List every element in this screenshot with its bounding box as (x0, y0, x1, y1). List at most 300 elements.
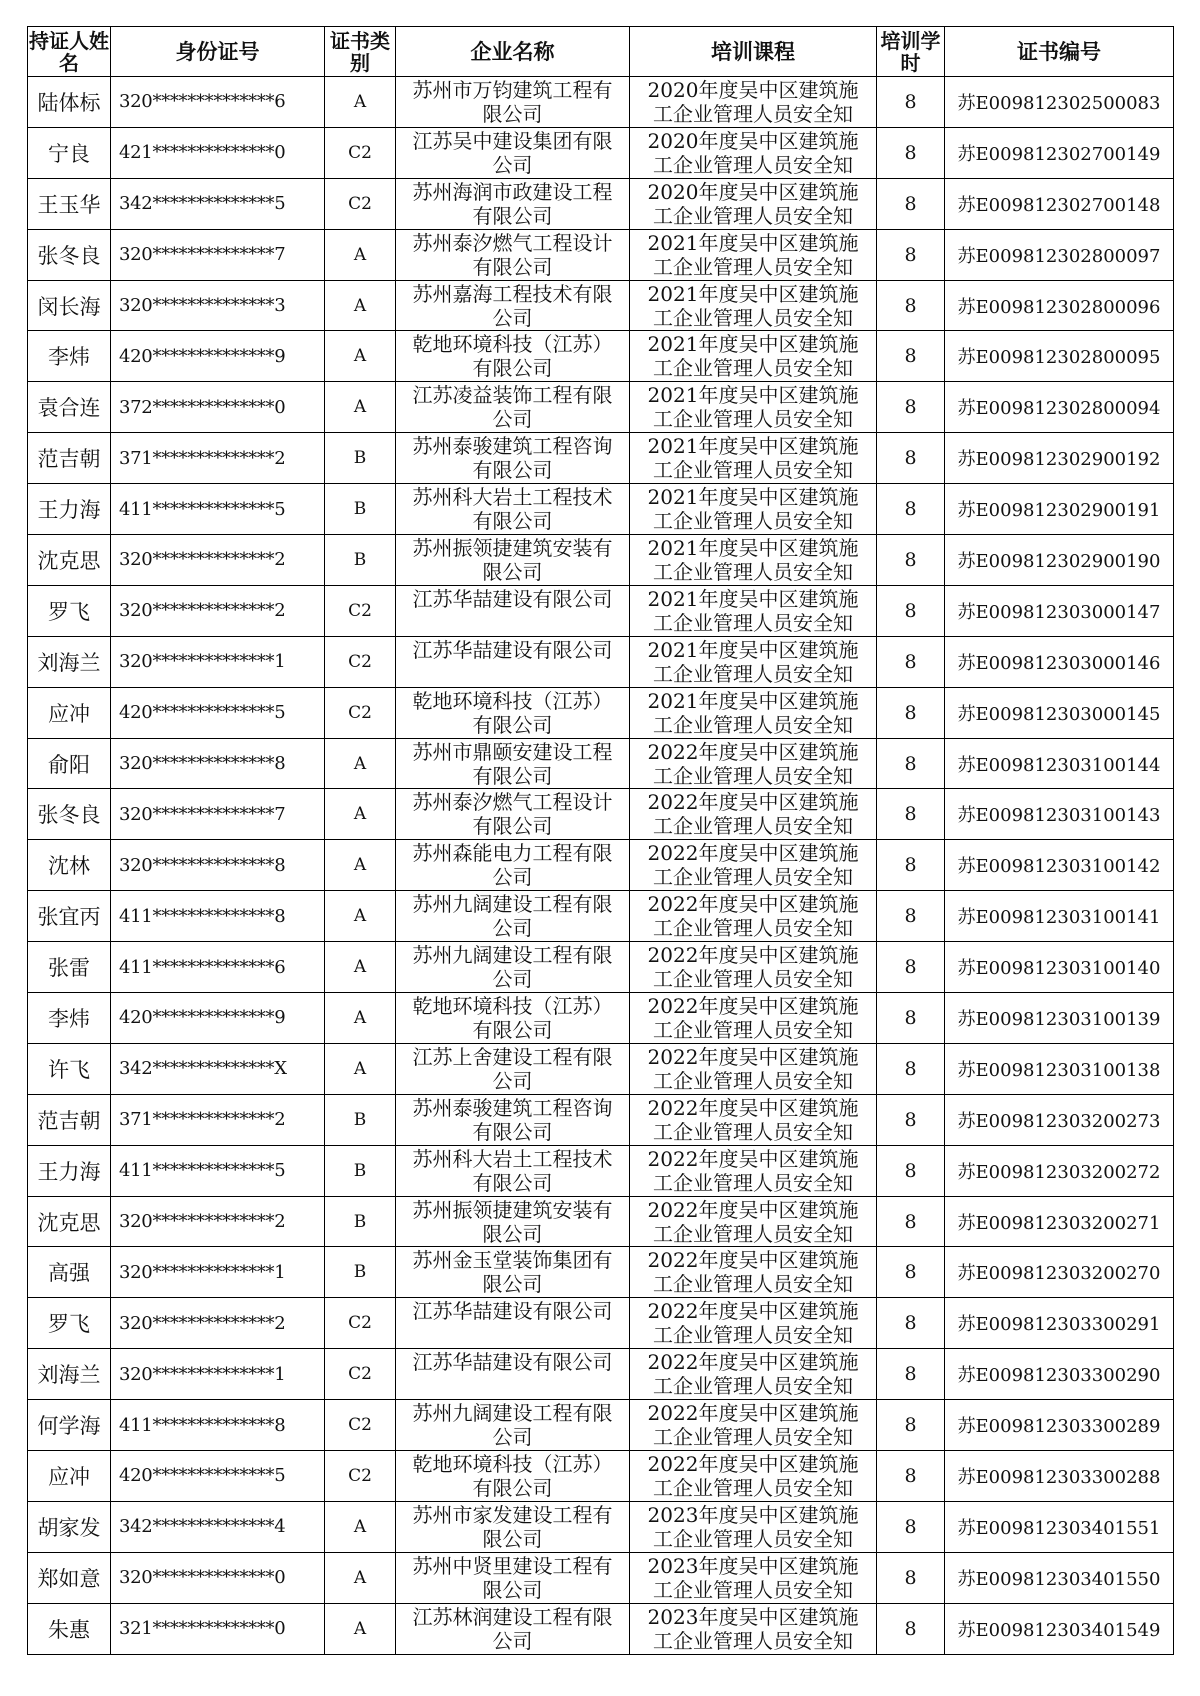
cert-number-cell: 苏E009812303100143 (945, 789, 1174, 840)
hours-cell: 8 (877, 942, 945, 993)
company-cell (396, 1400, 630, 1451)
course-cell (630, 738, 877, 789)
cert-category-cell: C2 (325, 1298, 396, 1349)
course-cell (630, 77, 877, 128)
cert-category-cell: C2 (325, 127, 396, 178)
holder-name-cell: 朱惠 (28, 1603, 111, 1654)
cert-number-cell: 苏E009812303401550 (945, 1552, 1174, 1603)
course-text: 2022年度吴中区建筑施工企业管理人员安全知 (647, 943, 859, 990)
holder-name-cell: 袁合连 (28, 382, 111, 433)
course-text: 2022年度吴中区建筑施工企业管理人员安全知 (647, 1197, 859, 1244)
id-number-cell: 371**************2 (111, 433, 325, 484)
cert-category-cell: A (325, 942, 396, 993)
course-cell (630, 331, 877, 382)
company-text: 江苏华喆建设有限公司 (412, 586, 613, 611)
holder-name-cell: 李炜 (28, 993, 111, 1044)
hours-cell: 8 (877, 1603, 945, 1654)
id-number-cell: 320**************2 (111, 1298, 325, 1349)
hours-cell: 8 (877, 127, 945, 178)
cert-number-cell: 苏E009812302800095 (945, 331, 1174, 382)
id-number-cell: 320**************1 (111, 636, 325, 687)
holder-name-cell: 罗飞 (28, 585, 111, 636)
course-cell (630, 1298, 877, 1349)
hours-cell: 8 (877, 484, 945, 535)
id-number-cell: 320**************2 (111, 535, 325, 586)
company-text: 苏州嘉海工程技术有限公司 (412, 281, 613, 328)
course-text: 2021年度吴中区建筑施工企业管理人员安全知 (647, 383, 859, 430)
table-row (28, 382, 1174, 433)
company-cell (396, 1349, 630, 1400)
course-text: 2021年度吴中区建筑施工企业管理人员安全知 (647, 332, 859, 379)
course-text: 2023年度吴中区建筑施工企业管理人员安全知 (647, 1604, 859, 1651)
table-row (28, 942, 1174, 993)
course-text: 2022年度吴中区建筑施工企业管理人员安全知 (647, 1248, 859, 1295)
table-row (28, 738, 1174, 789)
company-text: 苏州海润市政建设工程有限公司 (412, 179, 613, 226)
header-id-number: 身份证号 (111, 27, 325, 77)
holder-name-cell: 俞阳 (28, 738, 111, 789)
table-row (28, 77, 1174, 128)
company-text: 苏州泰骏建筑工程咨询有限公司 (412, 1095, 613, 1142)
company-text: 苏州振领捷建筑安装有限公司 (412, 1197, 613, 1244)
cert-number-cell: 苏E009812303000146 (945, 636, 1174, 687)
cert-category-cell: A (325, 1501, 396, 1552)
course-text: 2020年度吴中区建筑施工企业管理人员安全知 (647, 77, 859, 124)
course-text: 2022年度吴中区建筑施工企业管理人员安全知 (647, 1350, 859, 1397)
cert-category-cell: A (325, 1043, 396, 1094)
course-text: 2021年度吴中区建筑施工企业管理人员安全知 (647, 586, 859, 633)
holder-name-cell: 刘海兰 (28, 636, 111, 687)
holder-name-cell: 王玉华 (28, 178, 111, 229)
company-text: 江苏华喆建设有限公司 (412, 1299, 613, 1324)
course-cell (630, 891, 877, 942)
company-cell (396, 1501, 630, 1552)
table-row (28, 1043, 1174, 1094)
cert-number-cell: 苏E009812303200270 (945, 1247, 1174, 1298)
holder-name-cell: 王力海 (28, 484, 111, 535)
hours-cell: 8 (877, 993, 945, 1044)
cert-category-cell: A (325, 1603, 396, 1654)
course-text: 2021年度吴中区建筑施工企业管理人员安全知 (647, 434, 859, 481)
course-cell (630, 1145, 877, 1196)
company-cell (396, 382, 630, 433)
table-row (28, 1501, 1174, 1552)
id-number-cell: 320**************0 (111, 1552, 325, 1603)
table-row (28, 1247, 1174, 1298)
table-row (28, 535, 1174, 586)
cert-number-cell: 苏E009812303300288 (945, 1451, 1174, 1502)
company-text: 乾地环境科技（江苏）有限公司 (412, 993, 613, 1040)
cert-category-cell: A (325, 738, 396, 789)
company-text: 江苏上舍建设工程有限公司 (412, 1044, 613, 1091)
table-row (28, 993, 1174, 1044)
id-number-cell: 411**************8 (111, 1400, 325, 1451)
company-cell (396, 1196, 630, 1247)
hours-cell: 8 (877, 1247, 945, 1298)
holder-name-cell: 何学海 (28, 1400, 111, 1451)
table-row (28, 484, 1174, 535)
course-text: 2022年度吴中区建筑施工企业管理人员安全知 (647, 841, 859, 888)
table-row (28, 127, 1174, 178)
table-row (28, 1298, 1174, 1349)
cert-number-cell: 苏E009812302700148 (945, 178, 1174, 229)
cert-number-cell: 苏E009812303401549 (945, 1603, 1174, 1654)
cert-number-cell: 苏E009812303200271 (945, 1196, 1174, 1247)
id-number-cell: 320**************2 (111, 585, 325, 636)
course-text: 2022年度吴中区建筑施工企业管理人员安全知 (647, 1044, 859, 1091)
id-number-cell: 372**************0 (111, 382, 325, 433)
course-text: 2022年度吴中区建筑施工企业管理人员安全知 (647, 1095, 859, 1142)
company-text: 乾地环境科技（江苏）有限公司 (412, 688, 613, 735)
id-number-cell: 342**************5 (111, 178, 325, 229)
holder-name-cell: 李炜 (28, 331, 111, 382)
company-text: 苏州市家发建设工程有限公司 (412, 1502, 613, 1549)
course-cell (630, 993, 877, 1044)
certificate-table (27, 26, 1174, 1655)
course-text: 2022年度吴中区建筑施工企业管理人员安全知 (647, 1146, 859, 1193)
company-cell (396, 178, 630, 229)
course-cell (630, 535, 877, 586)
id-number-cell: 420**************5 (111, 1451, 325, 1502)
cert-number-cell: 苏E009812303200272 (945, 1145, 1174, 1196)
company-text: 乾地环境科技（江苏）有限公司 (412, 332, 613, 379)
holder-name-cell: 沈克思 (28, 1196, 111, 1247)
course-text: 2022年度吴中区建筑施工企业管理人员安全知 (647, 790, 859, 837)
company-text: 苏州科大岩土工程技术有限公司 (412, 1146, 613, 1193)
table-row (28, 433, 1174, 484)
id-number-cell: 421**************0 (111, 127, 325, 178)
company-cell (396, 229, 630, 280)
id-number-cell: 411**************5 (111, 1145, 325, 1196)
company-cell (396, 891, 630, 942)
cert-category-cell: C2 (325, 1400, 396, 1451)
course-text: 2021年度吴中区建筑施工企业管理人员安全知 (647, 230, 859, 277)
company-text: 苏州泰汐燃气工程设计有限公司 (412, 230, 613, 277)
table-row (28, 1400, 1174, 1451)
cert-number-cell: 苏E009812303200273 (945, 1094, 1174, 1145)
course-text: 2023年度吴中区建筑施工企业管理人员安全知 (647, 1502, 859, 1549)
cert-number-cell: 苏E009812302700149 (945, 127, 1174, 178)
company-text: 江苏华喆建设有限公司 (412, 637, 613, 662)
id-number-cell: 320**************1 (111, 1349, 325, 1400)
cert-number-cell: 苏E009812302800094 (945, 382, 1174, 433)
id-number-cell: 320**************6 (111, 77, 325, 128)
company-cell (396, 636, 630, 687)
cert-category-cell: C2 (325, 1349, 396, 1400)
id-number-cell: 342**************X (111, 1043, 325, 1094)
table-row (28, 891, 1174, 942)
course-cell (630, 127, 877, 178)
company-text: 苏州九阔建设工程有限公司 (412, 943, 613, 990)
header-company: 企业名称 (396, 27, 630, 77)
cert-number-cell: 苏E009812302800096 (945, 280, 1174, 331)
header-hours: 培训学时 (877, 27, 945, 77)
course-cell (630, 687, 877, 738)
company-cell (396, 1552, 630, 1603)
cert-number-cell: 苏E009812302900192 (945, 433, 1174, 484)
holder-name-cell: 王力海 (28, 1145, 111, 1196)
holder-name-cell: 刘海兰 (28, 1349, 111, 1400)
hours-cell: 8 (877, 1298, 945, 1349)
holder-name-cell: 沈克思 (28, 535, 111, 586)
hours-cell: 8 (877, 178, 945, 229)
table-row (28, 1349, 1174, 1400)
cert-number-cell: 苏E009812303000147 (945, 585, 1174, 636)
company-text: 乾地环境科技（江苏）有限公司 (412, 1451, 613, 1498)
course-text: 2022年度吴中区建筑施工企业管理人员安全知 (647, 892, 859, 939)
cert-number-cell: 苏E009812303100144 (945, 738, 1174, 789)
id-number-cell: 420**************5 (111, 687, 325, 738)
company-text: 苏州九阔建设工程有限公司 (412, 1401, 613, 1448)
holder-name-cell: 应冲 (28, 1451, 111, 1502)
hours-cell: 8 (877, 1349, 945, 1400)
cert-number-cell: 苏E009812302800097 (945, 229, 1174, 280)
table-body (28, 77, 1174, 1655)
table-row (28, 1603, 1174, 1654)
company-cell (396, 1451, 630, 1502)
id-number-cell: 320**************2 (111, 1196, 325, 1247)
id-number-cell: 320**************3 (111, 280, 325, 331)
table-row (28, 229, 1174, 280)
company-text: 江苏吴中建设集团有限公司 (412, 128, 613, 175)
hours-cell: 8 (877, 687, 945, 738)
cert-category-cell: A (325, 789, 396, 840)
course-text: 2022年度吴中区建筑施工企业管理人员安全知 (647, 1451, 859, 1498)
company-cell (396, 942, 630, 993)
company-text: 苏州市万钧建筑工程有限公司 (412, 77, 613, 124)
course-cell (630, 1196, 877, 1247)
hours-cell: 8 (877, 840, 945, 891)
hours-cell: 8 (877, 280, 945, 331)
company-cell (396, 331, 630, 382)
company-text: 苏州九阔建设工程有限公司 (412, 892, 613, 939)
table-row (28, 280, 1174, 331)
cert-number-cell: 苏E009812302500083 (945, 77, 1174, 128)
holder-name-cell: 高强 (28, 1247, 111, 1298)
cert-category-cell: C2 (325, 1451, 396, 1502)
course-text: 2021年度吴中区建筑施工企业管理人员安全知 (647, 485, 859, 532)
holder-name-cell: 张冬良 (28, 789, 111, 840)
company-cell (396, 280, 630, 331)
company-cell (396, 433, 630, 484)
course-cell (630, 1349, 877, 1400)
id-number-cell: 320**************1 (111, 1247, 325, 1298)
cert-number-cell: 苏E009812303100140 (945, 942, 1174, 993)
hours-cell: 8 (877, 1145, 945, 1196)
course-cell (630, 484, 877, 535)
company-text: 江苏华喆建设有限公司 (412, 1350, 613, 1375)
cert-number-cell: 苏E009812303300290 (945, 1349, 1174, 1400)
course-cell (630, 1603, 877, 1654)
cert-category-cell: B (325, 535, 396, 586)
hours-cell: 8 (877, 433, 945, 484)
company-text: 苏州泰汐燃气工程设计有限公司 (412, 790, 613, 837)
holder-name-cell: 陆体标 (28, 77, 111, 128)
hours-cell: 8 (877, 535, 945, 586)
company-cell (396, 585, 630, 636)
company-text: 苏州科大岩土工程技术有限公司 (412, 485, 613, 532)
course-cell (630, 1552, 877, 1603)
id-number-cell: 320**************8 (111, 840, 325, 891)
course-cell (630, 433, 877, 484)
course-text: 2023年度吴中区建筑施工企业管理人员安全知 (647, 1553, 859, 1600)
holder-name-cell: 罗飞 (28, 1298, 111, 1349)
hours-cell: 8 (877, 1451, 945, 1502)
company-cell (396, 1094, 630, 1145)
company-cell (396, 789, 630, 840)
course-text: 2022年度吴中区建筑施工企业管理人员安全知 (647, 1401, 859, 1448)
cert-category-cell: A (325, 229, 396, 280)
header-cert-number: 证书编号 (945, 27, 1174, 77)
course-cell (630, 280, 877, 331)
course-cell (630, 1451, 877, 1502)
cert-number-cell: 苏E009812302900190 (945, 535, 1174, 586)
table-row (28, 636, 1174, 687)
course-text: 2022年度吴中区建筑施工企业管理人员安全知 (647, 1299, 859, 1346)
cert-category-cell: B (325, 1196, 396, 1247)
cert-category-cell: A (325, 1552, 396, 1603)
company-text: 苏州森能电力工程有限公司 (412, 841, 613, 888)
company-text: 苏州振领捷建筑安装有限公司 (412, 535, 613, 582)
cert-category-cell: A (325, 280, 396, 331)
cert-category-cell: C2 (325, 636, 396, 687)
course-cell (630, 178, 877, 229)
course-cell (630, 789, 877, 840)
cert-category-cell: A (325, 840, 396, 891)
holder-name-cell: 沈林 (28, 840, 111, 891)
cert-category-cell: B (325, 433, 396, 484)
table-row (28, 789, 1174, 840)
company-text: 苏州泰骏建筑工程咨询有限公司 (412, 434, 613, 481)
table-row (28, 331, 1174, 382)
hours-cell: 8 (877, 738, 945, 789)
company-cell (396, 687, 630, 738)
hours-cell: 8 (877, 891, 945, 942)
course-cell (630, 585, 877, 636)
table-header-row (28, 27, 1174, 77)
company-cell (396, 1145, 630, 1196)
hours-cell: 8 (877, 1043, 945, 1094)
hours-cell: 8 (877, 789, 945, 840)
cert-category-cell: A (325, 331, 396, 382)
company-cell (396, 993, 630, 1044)
cert-category-cell: A (325, 891, 396, 942)
table-row (28, 178, 1174, 229)
cert-category-cell: B (325, 1247, 396, 1298)
company-cell (396, 484, 630, 535)
cert-number-cell: 苏E009812303401551 (945, 1501, 1174, 1552)
holder-name-cell: 宁良 (28, 127, 111, 178)
course-cell (630, 382, 877, 433)
table-row (28, 585, 1174, 636)
holder-name-cell: 胡家发 (28, 1501, 111, 1552)
hours-cell: 8 (877, 229, 945, 280)
company-cell (396, 738, 630, 789)
course-cell (630, 1094, 877, 1145)
holder-name-cell: 郑如意 (28, 1552, 111, 1603)
table-row (28, 1451, 1174, 1502)
id-number-cell: 420**************9 (111, 993, 325, 1044)
course-cell (630, 840, 877, 891)
course-cell (630, 1501, 877, 1552)
hours-cell: 8 (877, 1196, 945, 1247)
id-number-cell: 411**************8 (111, 891, 325, 942)
table-row (28, 1094, 1174, 1145)
course-cell (630, 229, 877, 280)
holder-name-cell: 闵长海 (28, 280, 111, 331)
hours-cell: 8 (877, 1094, 945, 1145)
company-cell (396, 840, 630, 891)
table-row (28, 1145, 1174, 1196)
id-number-cell: 371**************2 (111, 1094, 325, 1145)
company-cell (396, 1247, 630, 1298)
holder-name-cell: 张冬良 (28, 229, 111, 280)
hours-cell: 8 (877, 1552, 945, 1603)
cert-category-cell: B (325, 1094, 396, 1145)
hours-cell: 8 (877, 585, 945, 636)
cert-number-cell: 苏E009812303100138 (945, 1043, 1174, 1094)
course-cell (630, 636, 877, 687)
company-cell (396, 127, 630, 178)
company-text: 苏州市鼎颐安建设工程有限公司 (412, 739, 613, 786)
cert-category-cell: A (325, 77, 396, 128)
header-course: 培训课程 (630, 27, 877, 77)
hours-cell: 8 (877, 331, 945, 382)
table-row (28, 1196, 1174, 1247)
id-number-cell: 420**************9 (111, 331, 325, 382)
cert-category-cell: A (325, 382, 396, 433)
cert-number-cell: 苏E009812303000145 (945, 687, 1174, 738)
course-text: 2022年度吴中区建筑施工企业管理人员安全知 (647, 993, 859, 1040)
holder-name-cell: 应冲 (28, 687, 111, 738)
id-number-cell: 320**************7 (111, 229, 325, 280)
course-text: 2021年度吴中区建筑施工企业管理人员安全知 (647, 535, 859, 582)
holder-name-cell: 范吉朝 (28, 1094, 111, 1145)
hours-cell: 8 (877, 1501, 945, 1552)
course-cell (630, 1043, 877, 1094)
course-cell (630, 1247, 877, 1298)
company-cell (396, 535, 630, 586)
table-row (28, 840, 1174, 891)
company-text: 苏州中贤里建设工程有限公司 (412, 1553, 613, 1600)
id-number-cell: 411**************5 (111, 484, 325, 535)
id-number-cell: 411**************6 (111, 942, 325, 993)
cert-number-cell: 苏E009812303100142 (945, 840, 1174, 891)
holder-name-cell: 许飞 (28, 1043, 111, 1094)
course-text: 2021年度吴中区建筑施工企业管理人员安全知 (647, 281, 859, 328)
course-cell (630, 1400, 877, 1451)
company-text: 苏州金玉堂装饰集团有限公司 (412, 1248, 613, 1295)
cert-number-cell: 苏E009812303100139 (945, 993, 1174, 1044)
company-text: 江苏凌益装饰工程有限公司 (412, 383, 613, 430)
hours-cell: 8 (877, 1400, 945, 1451)
cert-number-cell: 苏E009812302900191 (945, 484, 1174, 535)
hours-cell: 8 (877, 77, 945, 128)
course-text: 2020年度吴中区建筑施工企业管理人员安全知 (647, 179, 859, 226)
course-text: 2020年度吴中区建筑施工企业管理人员安全知 (647, 128, 859, 175)
holder-name-cell: 张宜丙 (28, 891, 111, 942)
company-cell (396, 1603, 630, 1654)
company-cell (396, 1043, 630, 1094)
id-number-cell: 320**************7 (111, 789, 325, 840)
cert-number-cell: 苏E009812303300291 (945, 1298, 1174, 1349)
holder-name-cell: 张雷 (28, 942, 111, 993)
id-number-cell: 342**************4 (111, 1501, 325, 1552)
cert-category-cell: C2 (325, 687, 396, 738)
id-number-cell: 320**************8 (111, 738, 325, 789)
course-cell (630, 942, 877, 993)
cert-category-cell: C2 (325, 178, 396, 229)
